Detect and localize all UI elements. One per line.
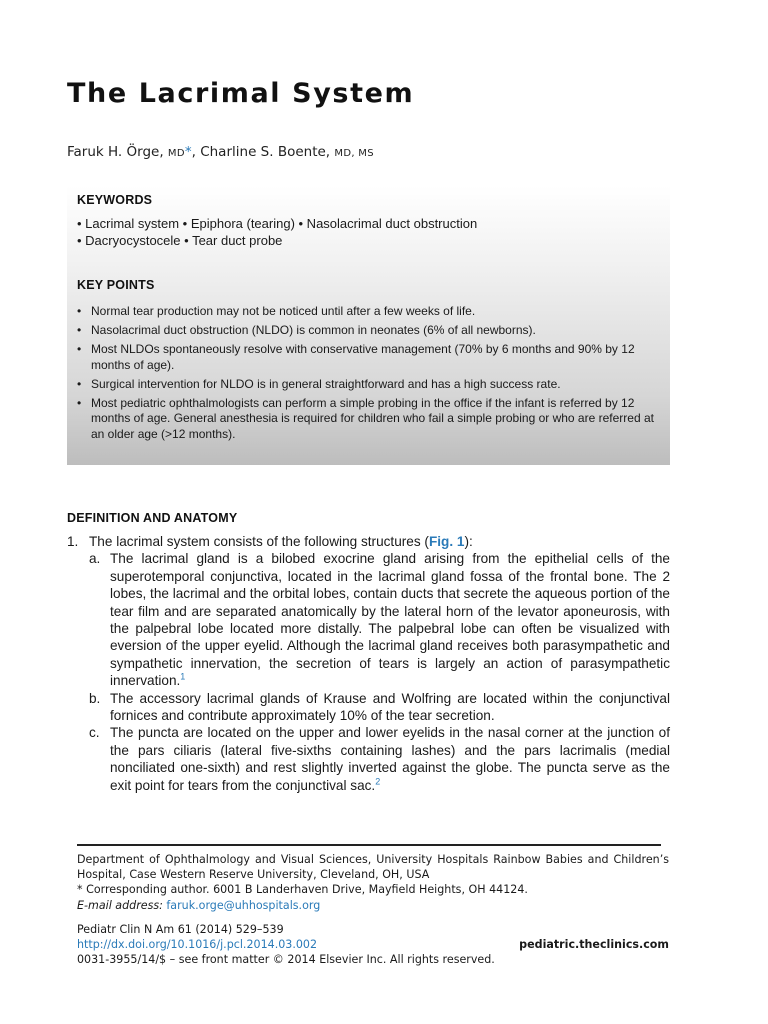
section-body xyxy=(67,533,670,794)
footnote-divider xyxy=(77,844,661,846)
sub-item-text: The puncta are located on the upper and lower eyelids in the nasal corner at the junction of the pars ciliaris (lateral five-sixths containing lashes) and the pars lacrimalis (medial nonciliated one-sixth) and rest slightly inverted against the globe. The puncta serve as the exit point for tears from the conjunctival sac. xyxy=(110,725,670,793)
reference-link[interactable]: 1 xyxy=(180,671,186,682)
key-point-item: • Nasolacrimal duct obstruction (NLDO) is common in neonates (6% of all newborns). xyxy=(77,323,657,339)
key-points-heading: KEY POINTS xyxy=(77,278,155,292)
list-item-1 xyxy=(67,533,670,794)
doi-line xyxy=(77,937,669,952)
list-number: 1. xyxy=(67,534,79,549)
sub-item-text: The lacrimal gland is a bilobed exocrine gland arising from the epithelial cells of the superotemporal conjunctiva, located in the lacrimal gland fossa of the frontal bone. The 2 lobes, the lacrimal and the orbital lobes, contain ducts that secrete the aqueous portion of the tear film and are separated anatomically by the lateral horn of the levator aponeurosis, with the palpebral lobe located more distally. The palpebral lobe can often be visualized with eversion of the upper eyelid. Although the lacrimal gland receives both parasympathetic and sympathetic innervation, the secretion of tears is largely an action of parasympathetic innervation. xyxy=(110,551,670,689)
email-line xyxy=(77,898,669,913)
journal-site-link[interactable]: pediatric.theclinics.com xyxy=(519,938,669,952)
email-label: E-mail address: xyxy=(77,898,163,912)
list-item-text: ): xyxy=(464,534,473,549)
corresponding-author-text: * Corresponding author. 6001 B Landerhaven Drive, Mayfield Heights, OH 44124. xyxy=(77,883,528,897)
doi-link[interactable]: http://dx.doi.org/10.1016/j.pcl.2014.03.002 xyxy=(77,938,318,952)
author-line xyxy=(67,144,374,160)
key-point-item: • Normal tear production may not be noticed until after a few weeks of life. xyxy=(77,304,657,320)
keywords-line: • Lacrimal system • Epiphora (tearing) • Nasolacrimal duct obstruction xyxy=(77,216,478,231)
keywords-line: • Dacryocystocele • Tear duct probe xyxy=(77,233,283,248)
keywords-heading: KEYWORDS xyxy=(77,193,153,207)
key-point-item: • Surgical intervention for NLDO is in general straightforward and has a high success rate. xyxy=(77,377,657,393)
key-points-list xyxy=(77,304,657,446)
section-heading: DEFINITION AND ANATOMY xyxy=(67,511,238,525)
sub-item-letter: b. xyxy=(89,690,101,706)
email-link[interactable]: faruk.orge@uhhospitals.org xyxy=(166,898,321,912)
affiliation-text: Department of Ophthalmology and Visual Sciences, University Hospitals Rainbow Babies and Children’s Hospital, Case Western Reserve University, Cleveland, OH, USA xyxy=(77,853,669,882)
key-point-item: • Most NLDOs spontaneously resolve with conservative management (70% by 6 months and 90% by 12 months of age). xyxy=(77,342,657,373)
footnote-affiliation xyxy=(77,852,669,913)
sub-item-b xyxy=(89,690,670,725)
journal-citation: Pediatr Clin N Am 61 (2014) 529–539 xyxy=(77,923,284,936)
figure-link[interactable]: Fig. 1 xyxy=(428,534,465,549)
author-separator: , xyxy=(191,144,201,160)
author-credential: MD xyxy=(167,148,185,159)
reference-link[interactable]: 2 xyxy=(375,776,381,787)
copyright-text: 0031-3955/14/$ – see front matter © 2014 Elsevier Inc. All rights reserved. xyxy=(77,953,495,967)
keywords-keypoints-box xyxy=(67,186,670,465)
sub-item-c xyxy=(89,724,670,794)
article-title: The Lacrimal System xyxy=(67,78,415,109)
sub-item-letter: c. xyxy=(89,725,100,741)
list-item-text: The lacrimal system consists of the following structures ( xyxy=(89,534,429,549)
author-credential: MD, MS xyxy=(334,148,374,159)
author-name: Faruk H. Örge, xyxy=(67,144,168,160)
sub-item-a xyxy=(89,550,670,689)
footnote-citation xyxy=(77,922,669,968)
sub-item-letter: a. xyxy=(89,551,101,567)
sub-item-text: The accessory lacrimal glands of Krause and Wolfring are located within the conjunctival fornices and contribute approximately 10% of the tear secretion. xyxy=(110,690,670,724)
key-point-item: • Most pediatric ophthalmologists can perform a simple probing in the office if the infant is referred by 12 months of age. General anesthesia is required for children who fail a simple probing or who are referred at an older age (>12 months). xyxy=(77,396,657,443)
corresponding-author-mark[interactable]: * xyxy=(184,144,192,160)
author-name: Charline S. Boente, xyxy=(200,144,335,160)
